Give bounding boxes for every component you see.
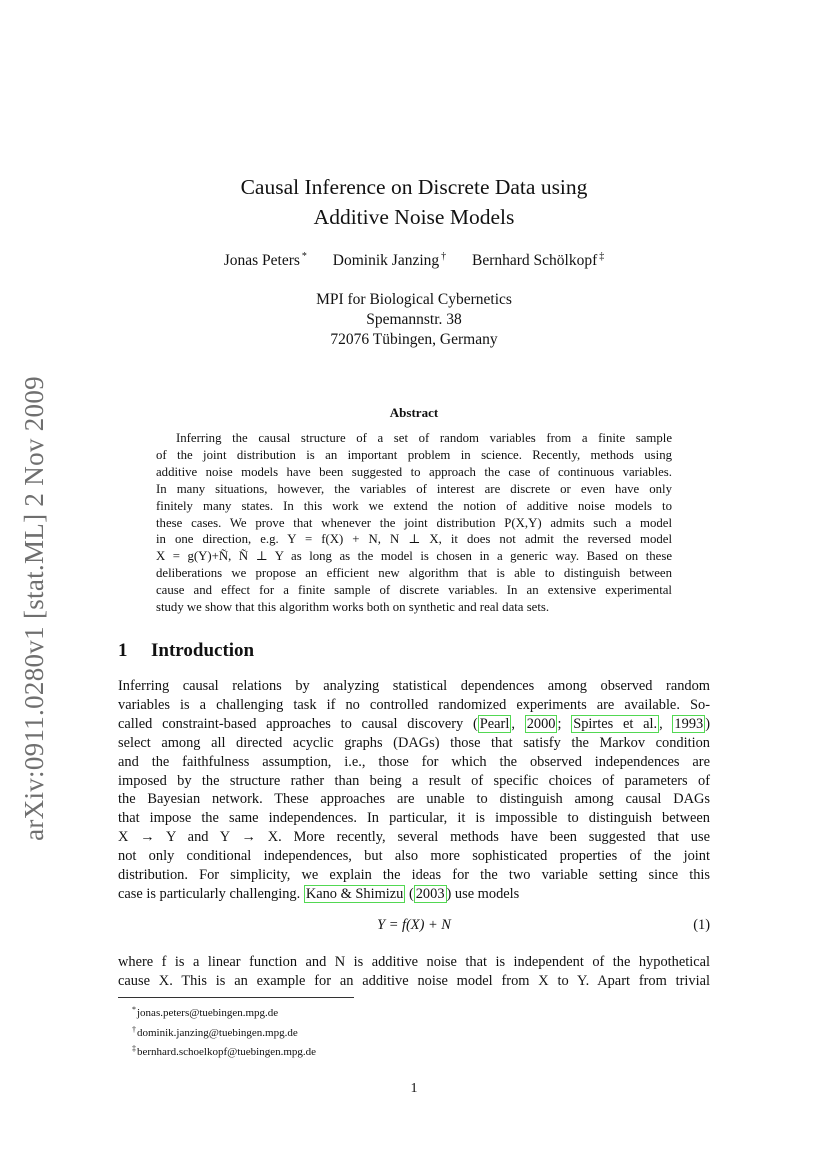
footnote: ‡bernhard.schoelkopf@tuebingen.mpg.de <box>132 1044 317 1059</box>
body-line: X → Y and Y → X. More recently, several methods have been suggested that use <box>118 829 710 846</box>
introduction-continued <box>118 953 710 991</box>
title-line: Causal Inference on Discrete Data using <box>240 175 588 199</box>
arxiv-stamp <box>14 368 54 848</box>
body-line: cause X. This is an example for an additive noise model from X to Y. Apart from trivial <box>118 972 710 989</box>
title-line: Additive Noise Models <box>313 205 515 229</box>
body-line: and the faithfulness assumption, i.e., those for which the observed independences are <box>118 753 710 770</box>
affiliation <box>118 290 710 350</box>
author: Dominik Janzing † <box>332 251 447 269</box>
body-line: Inferring causal relations by analyzing statistical dependences among observed random <box>118 678 710 694</box>
citation-link[interactable]: 1993 <box>674 715 704 732</box>
author: Bernhard Schölkopf ‡ <box>472 251 605 269</box>
body-line: case is particularly challenging. Kano & Shimizu ( 2003 ) use models <box>118 885 520 902</box>
abstract-line: study we show that this algorithm works both on synthetic and real data sets. <box>156 600 550 615</box>
citation-link[interactable]: Spirtes et al. <box>573 715 658 732</box>
section-number: 1 <box>118 640 128 661</box>
equation-body: Y = f(X) + N <box>377 917 451 933</box>
section-heading <box>118 640 254 662</box>
equation-number: (1) <box>693 917 710 933</box>
body-line: imposed by the structure rather than being a result of specific choices of parameters of <box>118 772 710 789</box>
footnote: †dominik.janzing@tuebingen.mpg.de <box>132 1024 298 1039</box>
body-line: the Bayesian network. These approaches are unable to distinguish among causal DAGs <box>118 791 710 808</box>
abstract-line: these cases. We prove that whenever the joint distribution P(X,Y) admits such a model <box>156 515 672 530</box>
body-line: that impose the same independences. In particular, it is impossible to distinguish between <box>118 810 710 827</box>
abstract-line: Inferring the causal structure of a set of random variables from a finite sample <box>176 431 672 445</box>
paper-title <box>118 172 710 232</box>
abstract-line: in one direction, e.g. Y = f(X) + N, N ⊥ X, it does not admit the reversed model <box>156 532 672 547</box>
abstract-line: of the joint distribution is an important problem in science. Recently, methods using <box>156 447 672 462</box>
footnote-rule <box>118 997 354 998</box>
abstract-line: additive noise models have been suggested to approach the case of continuous variables. <box>156 464 672 479</box>
footnotes <box>132 1002 316 1061</box>
abstract-line: finitely many states. In this work we extend the notion of additive noise models to <box>156 498 672 513</box>
citation-link[interactable]: Kano & Shimizu <box>305 885 404 902</box>
body-line: variables is a challenging task if no controlled randomized experiments are available. So- <box>118 696 710 713</box>
affiliation-line: MPI for Biological Cybernetics <box>316 291 512 308</box>
body-line: called constraint-based approaches to causal discovery ( Pearl , 2000 ; Spirtes et al. , 1993 ) <box>118 715 710 732</box>
section-title: Introduction <box>151 640 255 661</box>
abstract-line: deliberations we propose an efficient new algorithm that is able to distinguish between <box>156 566 672 581</box>
body-line: select among all directed acyclic graphs (DAGs) those that satisfy the Markov condition <box>118 734 710 751</box>
citation-link[interactable]: Pearl <box>479 715 510 732</box>
abstract-heading: Abstract <box>389 405 439 420</box>
author-list <box>118 251 710 270</box>
introduction-body <box>118 677 710 904</box>
abstract-line: X = g(Y)+Ñ, Ñ ⊥ Y as long as the model is chosen in a generic way. Based on these <box>156 549 672 564</box>
page-number: 1 <box>410 1081 418 1096</box>
affiliation-line: 72076 Tübingen, Germany <box>330 331 498 348</box>
affiliation-line: Spemannstr. 38 <box>366 311 462 328</box>
citation-link[interactable]: 2003 <box>415 885 445 902</box>
abstract-body <box>156 430 672 616</box>
body-line: where f is a linear function and N is additive noise that is independent of the hypothetical <box>118 954 710 970</box>
footnote: *jonas.peters@tuebingen.mpg.de <box>132 1005 279 1019</box>
citation-link[interactable]: 2000 <box>526 715 556 732</box>
arxiv-stamp-text: arXiv:0911.0280v1 [stat.ML] 2 Nov 2009 <box>18 375 49 841</box>
body-line: not only conditional independences, but also more sophisticated properties of the joint <box>118 848 710 865</box>
abstract-line: cause and effect for a finite sample of discrete variables. In an extensive experimental <box>156 583 672 598</box>
abstract-line: In many situations, however, the variables of interest are discrete or even have only <box>156 481 672 496</box>
author: Jonas Peters * <box>223 251 307 269</box>
body-line: distribution. For simplicity, we explain the ideas for the two variable setting since this <box>118 867 710 884</box>
equation-1 <box>118 917 710 934</box>
